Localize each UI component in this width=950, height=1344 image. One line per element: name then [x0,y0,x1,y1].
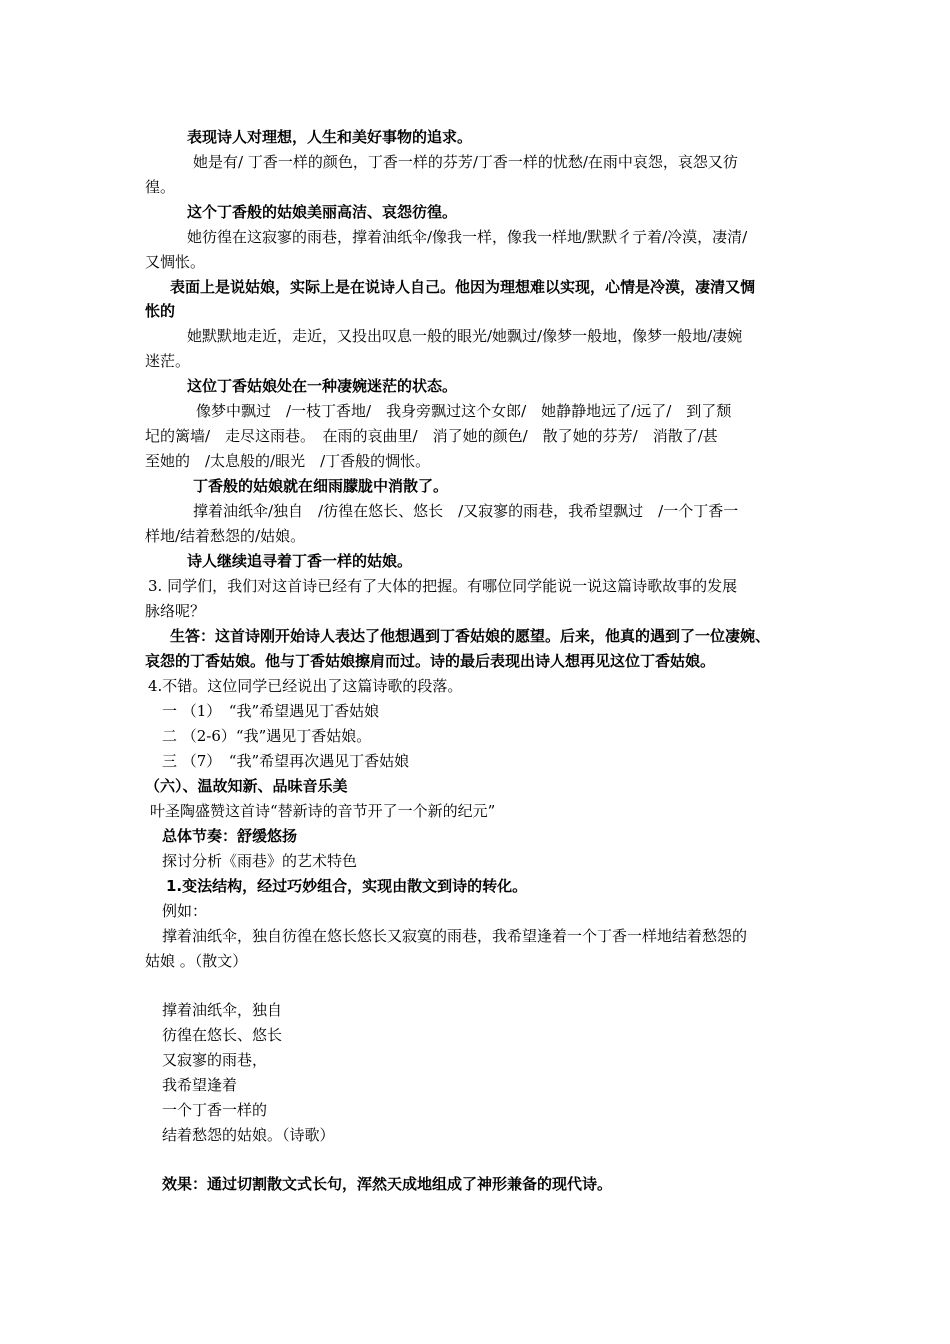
effect-line: 效果：通过切割散文式长句，浑然天成地组成了神形兼备的现代诗。 [162,1175,613,1193]
poem-verse: 撑着油纸伞，独自 [162,1001,283,1019]
section-item: 二 （2-6）“我”遇见丁香姑娘。 [162,727,372,745]
poem-verse: 一个丁香一样的 [162,1101,268,1119]
poem-line: 样地/结着愁怨的/姑娘。 [145,527,306,545]
section-item: 三 （7） “我”希望再次遇见丁香姑娘 [162,752,410,770]
prose-line: 撑着油纸伞，独自彷徨在悠长悠长又寂寞的雨巷，我希望逢着一个丁香一样地结着愁怨的 [162,927,748,945]
teacher-line: 4.不错。这位同学已经说出了这篇诗歌的段落。 [148,677,463,695]
poem-line: 圮的篱墙/ 走尽这雨巷。 在雨的哀曲里/ 消了她的颜色/ 散了她的芬芳/ 消散了/甚 [145,427,718,445]
poem-line: 她默默地走近，走近，又投出叹息一般的眼光/她飘过/像梦一般地，像梦一般地/凄婉 [187,327,743,345]
prose-line: 姑娘 。（散文） [145,952,248,970]
section-heading: （六）、温故知新、品味音乐美 [145,777,348,795]
rhythm-line: 总体节奏：舒缓悠扬 [162,827,298,845]
summary-line-vanish: 丁香般的姑娘就在细雨朦胧中消散了。 [193,477,449,495]
poem-line: 撑着油纸伞/独自 /彷徨在悠长、悠长 /又寂寥的雨巷，我希望飘过 /一个丁香一 [193,502,739,520]
student-answer-line: 哀怨的丁香姑娘。他与丁香姑娘擦肩而过。诗的最后表现出诗人想再见这位丁香姑娘。 [145,652,716,670]
summary-line-state: 这位丁香姑娘处在一种凄婉迷茫的状态。 [187,377,458,395]
example-label: 例如： [162,902,208,920]
summary-line-ideal: 表现诗人对理想，人生和美好事物的追求。 [187,128,473,146]
poem-line: 像梦中飘过 /一枝丁香地/ 我身旁飘过这个女郎/ 她静静地远了/远了/ 到了颓 [196,402,732,420]
point-heading: 1.变法结构，经过巧妙组合，实现由散文到诗的转化。 [166,877,528,895]
poem-line: 她彷徨在这寂寥的雨巷，撑着油纸伞/像我一样，像我一样地/默默彳亍着/冷漠，凄清/ [187,228,748,246]
summary-line-pursuit: 诗人继续追寻着丁香一样的姑娘。 [187,552,413,570]
poem-line: 迷茫。 [145,352,191,370]
poem-verse: 又寂寥的雨巷， [162,1051,268,1069]
poem-verse: 结着愁怨的姑娘。（诗歌） [162,1126,335,1144]
poem-line: 徨。 [145,178,176,196]
poem-line: 她是有/ 丁香一样的颜色，丁香一样的芬芳/丁香一样的忧愁/在雨中哀怨，哀怨又彷 [193,153,738,171]
question-line: 3. 同学们，我们对这首诗已经有了大体的把握。有哪位同学能说一说这篇诗歌故事的发展 [148,577,738,595]
analysis-line: 表面上是说姑娘，实际上是在说诗人自己。他因为理想难以实现，心情是冷漠，凄清又惆 [170,278,756,296]
analysis-intro: 探讨分析《雨巷》的艺术特色 [162,852,358,870]
student-answer-line: 生答：这首诗刚开始诗人表达了他想遇到丁香姑娘的愿望。后来，他真的遇到了一位凄婉、 [170,627,771,645]
summary-line-girl: 这个丁香般的姑娘美丽高洁、哀怨彷徨。 [187,203,458,221]
poem-verse: 我希望逢着 [162,1076,238,1094]
section-item: 一 （1） “我”希望遇见丁香姑娘 [162,702,380,720]
question-line: 脉络呢？ [145,602,206,620]
poem-line: 至她的 /太息般的/眼光 /丁香般的惆怅。 [145,452,431,470]
quote-line: 叶圣陶盛赞这首诗“替新诗的音节开了一个新的纪元” [150,802,496,820]
poem-verse: 彷徨在悠长、悠长 [162,1026,283,1044]
analysis-line: 怅的 [145,302,176,320]
poem-line: 又惆怅。 [145,253,206,271]
